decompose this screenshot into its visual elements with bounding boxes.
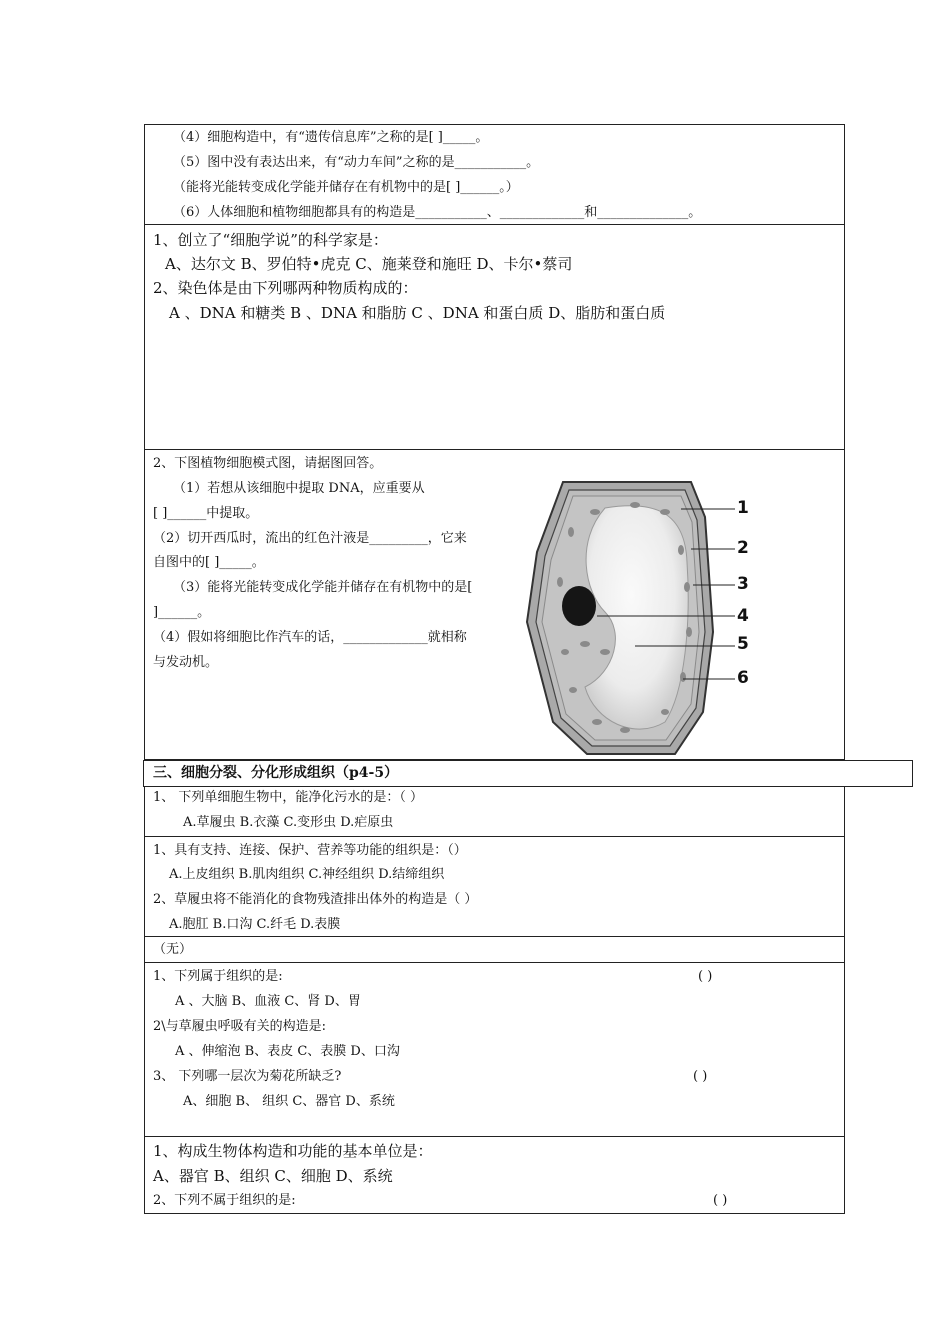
- question-unicellular-options: A.草履虫 B.衣藻 C.变形虫 D.疟原虫: [183, 815, 394, 830]
- diagram-question-intro: 2、下图植物细胞模式图，请据图回答。: [153, 456, 383, 471]
- section-heading-row: [144, 760, 845, 787]
- nucleus: [562, 586, 596, 626]
- question-scientist-options: A、达尔文 B、罗伯特•虎克 C、施莱登和施旺 D、卡尔•蔡司: [165, 255, 573, 273]
- plant-cell-diagram: [515, 472, 755, 757]
- question-chromosome: 2、染色体是由下列哪两种物质构成的：: [153, 279, 418, 297]
- section-c: [144, 450, 845, 760]
- question-tissue-answer: ( ): [698, 969, 713, 984]
- question-chromosome-options: A 、DNA 和糖类 B 、DNA 和脂肪 C 、DNA 和蛋白质 D、脂肪和蛋白质: [169, 304, 666, 322]
- diagram-q4-line-2: 与发动机。: [153, 655, 219, 670]
- section-a-line-1: （4）细胞构造中，有“遗传信息库”之称的是[ ]_____。: [173, 130, 489, 145]
- question-unicellular: 1、 下列单细胞生物中，能净化污水的是：（ ）: [153, 790, 424, 805]
- diagram-q3-line-1: （3）能将光能转变成化学能并储存在有机物中的是[: [173, 580, 473, 595]
- question-chrysanthemum-answer: ( ): [693, 1069, 708, 1084]
- question-tissue: 1、下列属于组织的是:: [153, 969, 283, 984]
- question-basic-unit-options: A、器官 B、组织 C、细胞 D、系统: [153, 1167, 393, 1185]
- diagram-q4-line-1: （4）假如将细胞比作汽车的话，_____________就相称: [153, 630, 467, 645]
- section-g: [144, 963, 845, 1137]
- label-6: 6: [737, 668, 749, 688]
- label-1: 1: [737, 498, 749, 518]
- section-e: [144, 837, 845, 937]
- section-h: [144, 1137, 845, 1214]
- diagram-q2-line-1: （2）切开西瓜时，流出的红色汁液是_________，它来: [153, 531, 467, 546]
- section-d: [144, 787, 845, 837]
- question-chrysanthemum: 3、 下列哪一层次为菊花所缺乏?: [153, 1069, 342, 1084]
- empty-note: （无）: [153, 942, 193, 957]
- question-respiration: 2\与草履虫呼吸有关的构造是:: [153, 1019, 327, 1034]
- label-4: 4: [737, 606, 749, 626]
- diagram-q1-line-1: （1）若想从该细胞中提取 DNA，应重要从: [173, 481, 425, 496]
- question-paramecium-waste: 2、草履虫将不能消化的食物残渣排出体外的构造是（ ）: [153, 892, 478, 907]
- diagram-q3-line-2: ]______。: [153, 605, 211, 620]
- section-a-line-3: （能将光能转变成化学能并储存在有机物中的是[ ]______。）: [173, 180, 519, 195]
- question-not-tissue: 2、下列不属于组织的是:: [153, 1193, 296, 1208]
- diagram-q2-line-2: 自图中的[ ]_____。: [153, 555, 265, 570]
- question-tissue-function: 1、具有支持、连接、保护、营养等功能的组织是：（）: [153, 843, 467, 858]
- diagram-q1-line-2: [ ]______中提取。: [153, 506, 259, 521]
- section-b: [144, 225, 845, 450]
- section-f: [144, 937, 845, 963]
- section-a-line-4: （6）人体细胞和植物细胞都具有的构造是___________、_____________和______________。: [173, 205, 702, 220]
- section-heading: 三、细胞分裂、分化形成组织（p4-5）: [153, 765, 399, 781]
- section-a: [144, 124, 845, 225]
- label-5: 5: [737, 634, 749, 654]
- question-respiration-options: A 、伸缩泡 B、表皮 C、表膜 D、口沟: [175, 1044, 400, 1059]
- question-chrysanthemum-options: A、细胞 B、 组织 C、器官 D、系统: [183, 1094, 395, 1109]
- section-a-line-2: （5）图中没有表达出来，有“动力车间”之称的是___________。: [173, 155, 540, 170]
- label-2: 2: [737, 538, 749, 558]
- question-scientist: 1、创立了“细胞学说”的科学家是：: [153, 231, 388, 249]
- question-basic-unit: 1、构成生物体构造和功能的基本单位是：: [153, 1142, 433, 1160]
- worksheet: [144, 124, 845, 1214]
- question-tissue-options: A 、大脑 B、血液 C、肾 D、胃: [175, 994, 361, 1009]
- question-paramecium-waste-options: A.胞肛 B.口沟 C.纤毛 D.表膜: [169, 917, 341, 932]
- question-not-tissue-answer: ( ): [713, 1193, 728, 1208]
- question-tissue-function-options: A.上皮组织 B.肌肉组织 C.神经组织 D.结缔组织: [169, 867, 445, 882]
- label-3: 3: [737, 574, 749, 594]
